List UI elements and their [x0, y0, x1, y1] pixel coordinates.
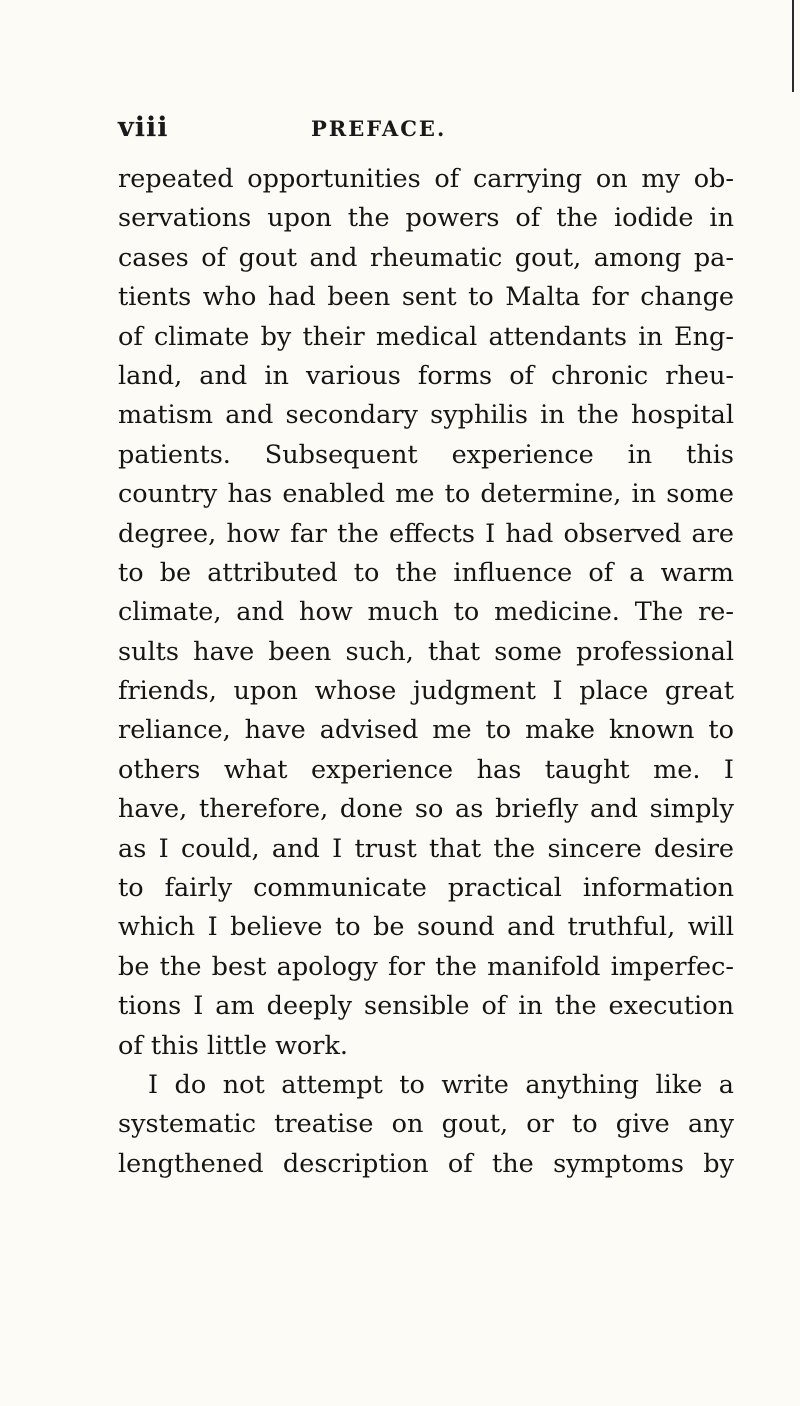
- text-line: patients. Subsequent experience in this: [118, 439, 734, 470]
- text-line: tions I am deeply sensible of in the execution: [118, 991, 734, 1022]
- text-line: repeated opportunities of carrying on my ob-: [118, 164, 734, 194]
- text-line: of climate by their medical attendants in Eng-: [118, 321, 734, 352]
- text-line: sults have been such, that some professional: [118, 636, 734, 667]
- text-line: matism and secondary syphilis in the hospital: [118, 400, 734, 431]
- text-line: servations upon the powers of the iodide in: [118, 203, 734, 234]
- text-line: lengthened description of the symptoms by: [118, 1148, 734, 1179]
- text-line: country has enabled me to determine, in some: [118, 479, 734, 510]
- text-line: reliance, have advised me to make known to: [118, 715, 734, 746]
- text-line: others what experience has taught me. I: [118, 754, 734, 785]
- text-line: to fairly communicate practical information: [118, 873, 734, 904]
- running-head: [118, 112, 738, 148]
- text-line: be the best apology for the manifold imperfec-: [118, 951, 734, 982]
- text-line: cases of gout and rheumatic gout, among pa-: [118, 242, 734, 273]
- body-text: [118, 160, 734, 1184]
- paragraph-end-line: of this little work.: [118, 1030, 348, 1061]
- text-line: land, and in various forms of chronic rheu-: [118, 360, 734, 391]
- text-line: friends, upon whose judgment I place great: [118, 676, 734, 707]
- page-edge-line: [792, 0, 794, 92]
- page-number: viii: [118, 112, 169, 143]
- text-line: have, therefore, done so as briefly and simply: [118, 794, 734, 825]
- text-line: to be attributed to the influence of a warm: [118, 557, 734, 588]
- text-line: systematic treatise on gout, or to give any: [118, 1109, 734, 1140]
- text-line: tients who had been sent to Malta for change: [118, 282, 734, 313]
- text-line: climate, and how much to medicine. The re-: [118, 597, 734, 628]
- running-title: PREFACE.: [311, 116, 447, 141]
- text-line: degree, how far the effects I had observed are: [118, 518, 734, 549]
- text-line: as I could, and I trust that the sincere desire: [118, 833, 734, 864]
- paragraph-start-line: I do not attempt to write anything like a: [148, 1069, 734, 1100]
- text-line: which I believe to be sound and truthful, will: [118, 912, 734, 943]
